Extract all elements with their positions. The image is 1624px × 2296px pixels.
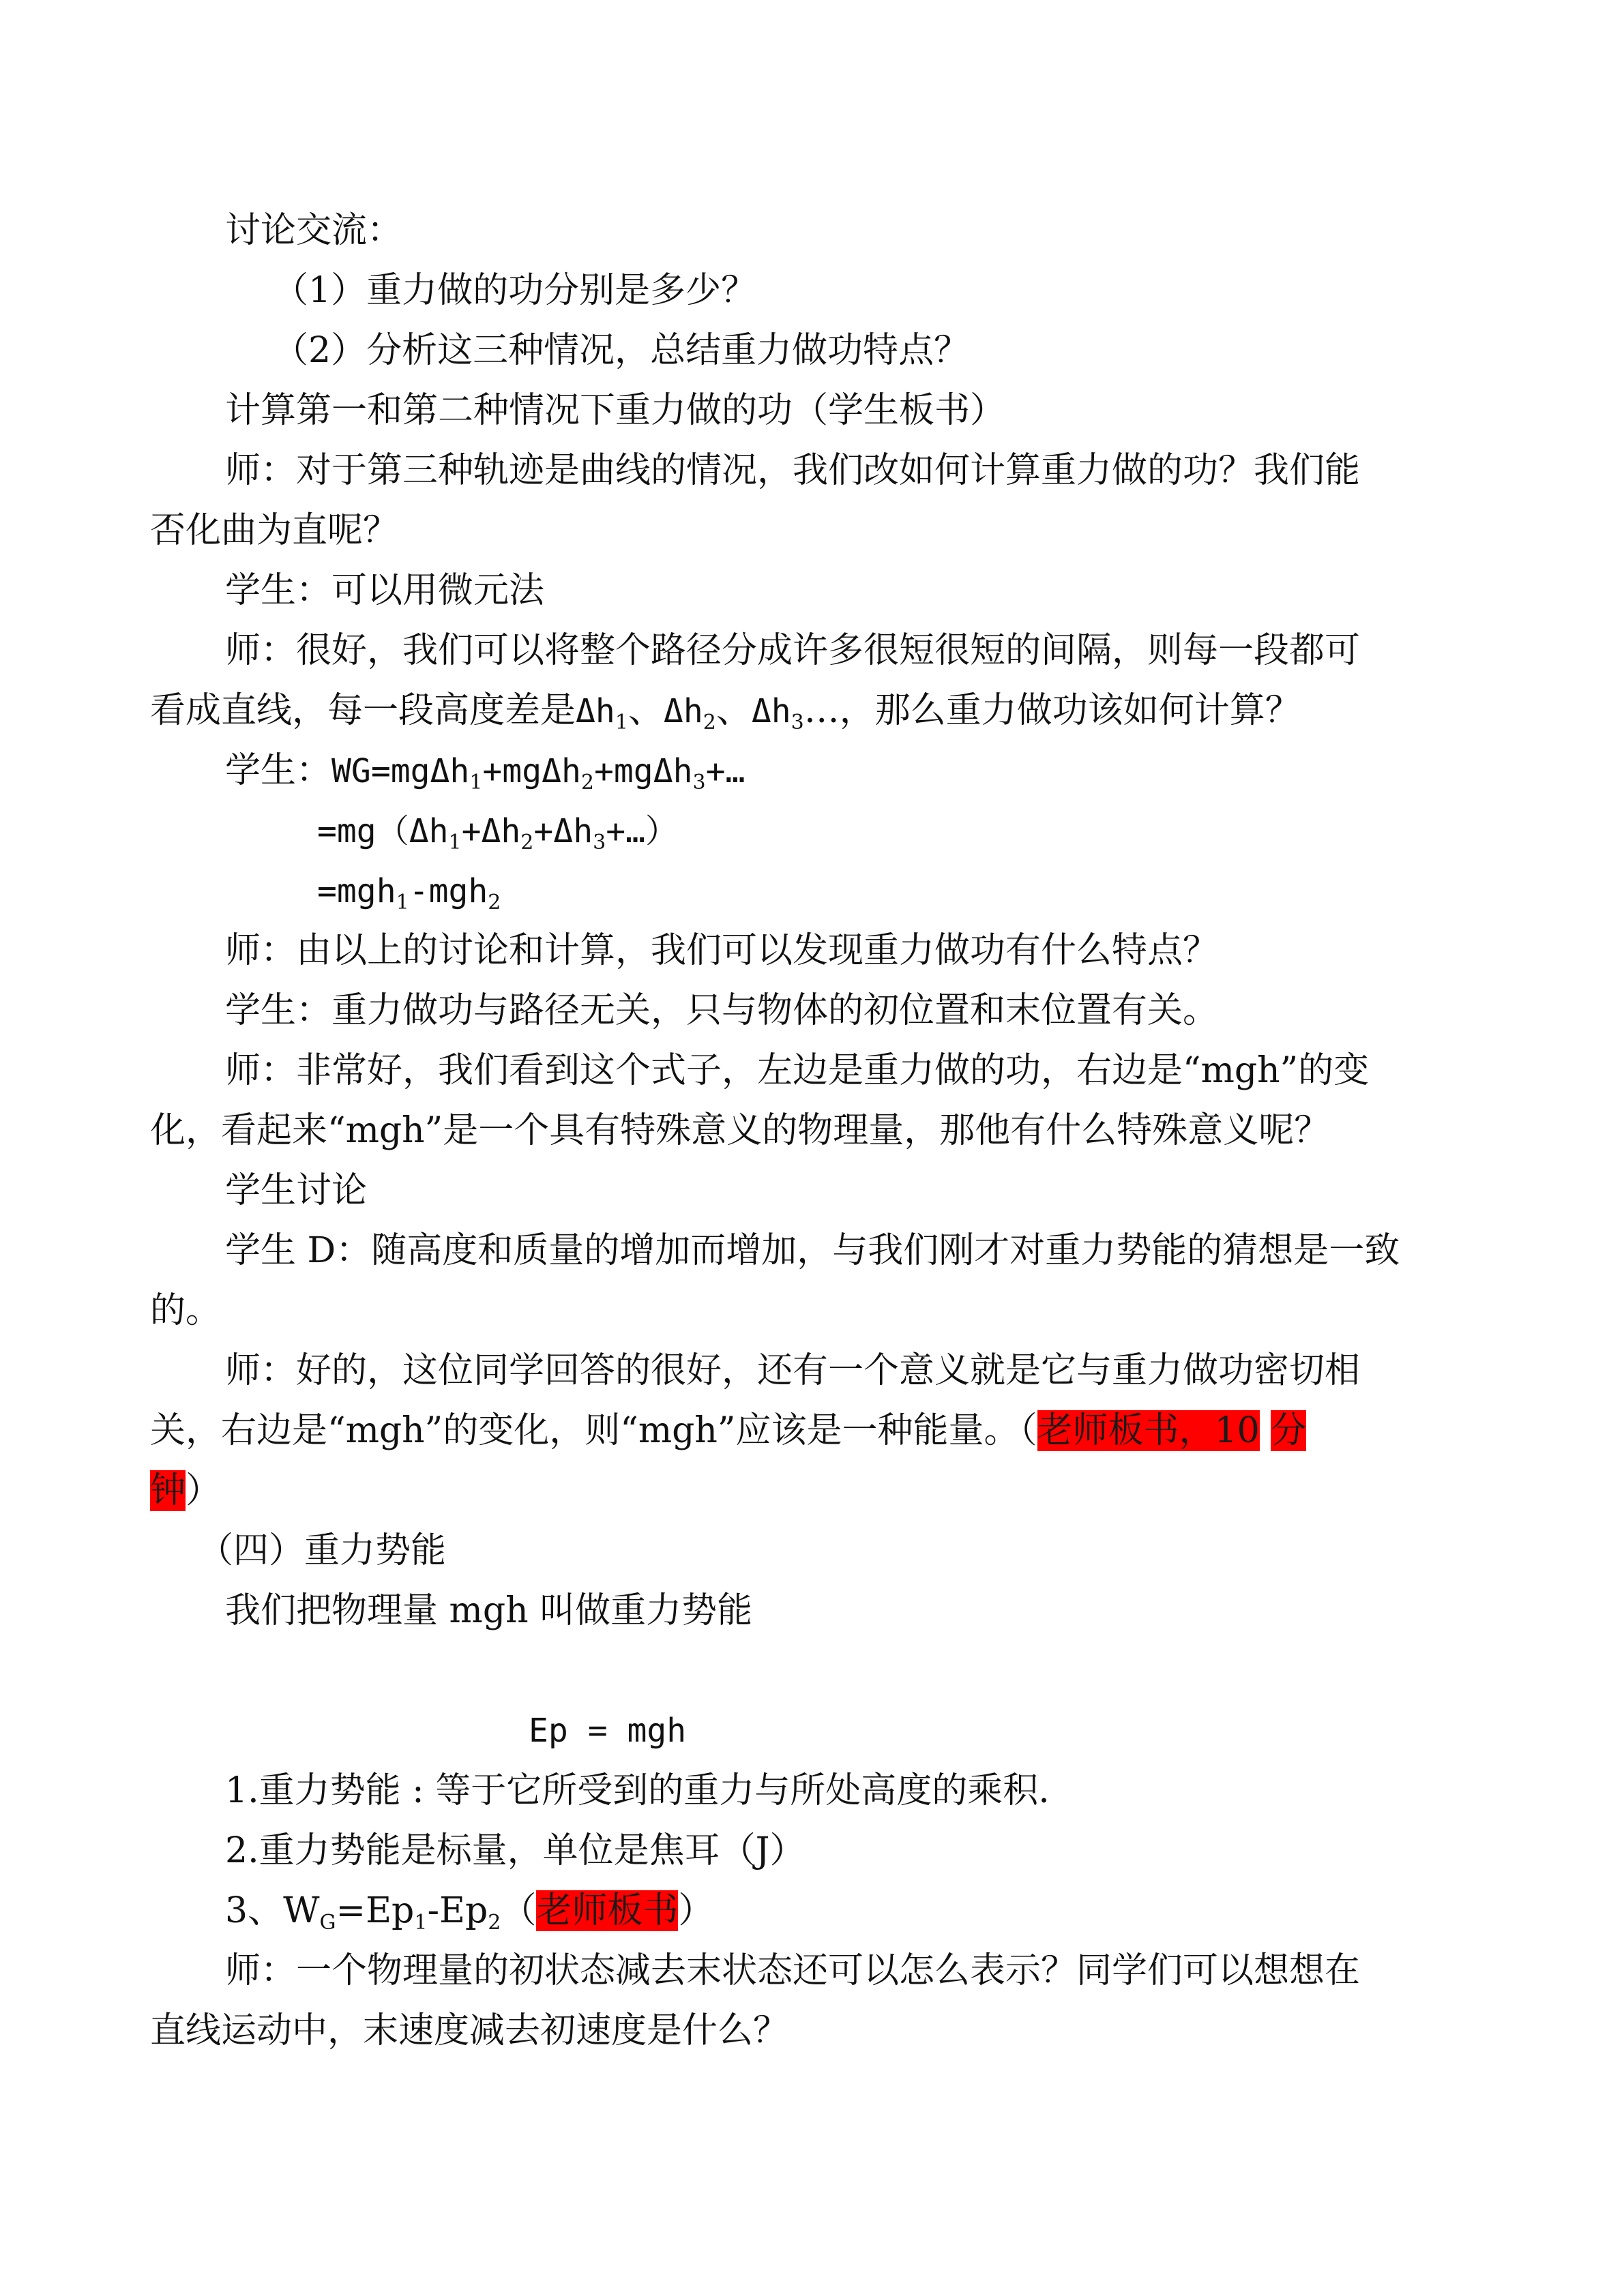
teacher-line-4b: 化，看起来“mgh”是一个具有特殊意义的物理量，那他有什么特殊意义呢？ [150,1110,1330,1151]
delta-h: Δh [409,812,449,850]
student-d-line-a: 学生 D：随高度和质量的增加而增加，与我们刚才对重力势能的猜想是一致 [225,1230,1400,1271]
highlight-note: 分 [1271,1410,1307,1451]
teacher-line-6b: 直线运动中，末速度减去初速度是什么？ [150,2010,789,2051]
text-segment: -Ep [427,1890,488,1931]
subscript: 1 [615,711,628,734]
equation-line-2 [317,801,678,861]
text-segment: ） [186,1470,222,1511]
delta-h: Δh [751,692,791,730]
subscript: 1 [396,891,409,914]
eq-part: +mg [594,752,653,790]
text-segment: 、 [715,690,752,731]
eq-part: +…） [606,812,678,850]
question-2: （2）分析这三种情况，总结重力做功特点？ [273,330,970,371]
point-1: 1.重力势能 : 等于它所受到的重力与所处高度的乘积. [225,1770,1050,1811]
delta-h: Δh [481,812,521,850]
eq-part: =mgh [317,872,396,910]
subscript: 2 [488,891,501,914]
student-line-1: 学生：可以用微元法 [225,570,545,611]
subscript: 2 [488,1911,501,1935]
highlight-note: 老师板书，10 [1037,1410,1260,1451]
highlight-note: 老师板书 [536,1890,679,1931]
student-discussion: 学生讨论 [225,1170,368,1211]
delta-h: Δh [430,752,470,790]
subscript: 3 [692,771,706,794]
subscript: 3 [593,831,606,854]
equation-line-3 [317,861,501,921]
teacher-line-1a: 师：对于第三种轨迹是曲线的情况，我们改如何计算重力做的功？我们能 [225,450,1361,491]
text-segment: ） [678,1890,714,1931]
eq-part: -mgh [409,872,488,910]
point-3 [225,1881,713,1941]
delta-h: Δh [576,692,615,730]
teacher-line-4a: 师：非常好，我们看到这个式子，左边是重力做的功，右边是“mgh”的变 [225,1050,1370,1091]
delta-h: Δh [553,812,593,850]
teacher-line-2a: 师：很好，我们可以将整个路径分成许多很短很短的间隔，则每一段都可 [225,630,1361,671]
eq-part: + [461,812,482,850]
subscript: 2 [520,831,534,854]
calc-instruction: 计算第一和第二种情况下重力做的功（学生板书） [225,390,1006,431]
text-segment: 3、W [225,1890,320,1931]
eq-part: + [533,812,554,850]
eq-part: +mg [482,752,542,790]
highlight-note: 钟 [150,1470,186,1511]
teacher-line-6a: 师：一个物理量的初状态减去末状态还可以怎么表示？同学们可以想想在 [225,1950,1361,1991]
section-heading: （四）重力势能 [198,1530,447,1571]
teacher-line-5c [150,1461,221,1521]
delta-h: Δh [653,752,693,790]
eq-part: WG=mg [331,752,430,790]
subscript: 2 [703,711,716,734]
text-segment: （ [501,1890,537,1931]
text-segment: =Ep [336,1890,415,1931]
student-line-2: 学生：重力做功与路径无关，只与物体的初位置和末位置有关。 [225,990,1219,1031]
speaker-label: 学生： [225,750,332,791]
text-segment: …，那么重力做功该如何计算？ [803,690,1301,731]
subscript: 1 [414,1911,428,1935]
point-2: 2.重力势能是标量，单位是焦耳（J） [225,1830,806,1871]
text-segment: 看成直线，每一段高度差是 [150,690,576,731]
definition-line: 我们把物理量 mgh 叫做重力势能 [225,1590,753,1631]
delta-h: Δh [663,692,703,730]
question-1: （1）重力做的功分别是多少？ [273,270,757,311]
teacher-line-1b: 否化曲为直呢？ [150,510,399,551]
formula-ep: Ep = mgh [529,1712,687,1750]
discussion-heading: 讨论交流： [225,210,403,251]
teacher-line-2b [150,681,1301,741]
eq-part: +… [705,752,745,790]
subscript: 1 [448,831,462,854]
subscript: 3 [791,711,804,734]
teacher-line-5b [150,1401,1306,1461]
teacher-line-3: 师：由以上的讨论和计算，我们可以发现重力做功有什么特点？ [225,930,1219,971]
text-segment: 关，右边是“mgh”的变化，则“mgh”应该是一种能量。（ [150,1410,1037,1451]
subscript: 2 [580,771,594,794]
text-segment: 、 [628,690,664,731]
student-d-line-b: 的。 [150,1290,222,1331]
delta-h: Δh [542,752,581,790]
subscript: G [319,1911,336,1935]
subscript: 1 [469,771,483,794]
eq-part: =mg（ [317,812,409,850]
teacher-line-5a: 师：好的，这位同学回答的很好，还有一个意义就是它与重力做功密切相 [225,1350,1361,1391]
equation-line-1 [225,741,745,801]
